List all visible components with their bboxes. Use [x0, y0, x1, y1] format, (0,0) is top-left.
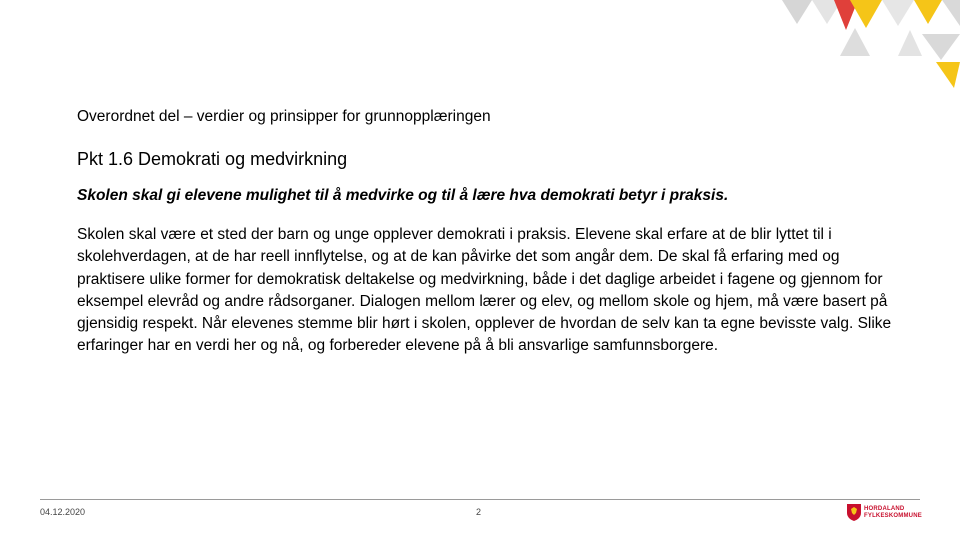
slide-body-text: Skolen skal være et sted der barn og unge opplever demokrati i praksis. Elevene skal erfare at de blir lyttet til i skolehverdagen, at de har reell innflytelse, og at de kan påvirke det som angår dem. De skal få erfaring med og praktisere ulike former for demokratisk deltakelse og medvirkning, både i det daglige arbeidet i fagene og gjennom for eksempel elevråd og andre rådsorganer. Dialogen mellom lærer og elev, og mellom skole og hjem, må være basert på gjensidig respekt. Når elevenes stemme blir hørt i skolen, opplever de hvordan de selv kan ta egne bevisste valg. Slike erfaringer har en verdi her og nå, og forbereder elevene på å bli ansvarlige samfunnsborgere.: [77, 226, 892, 355]
yellow-triangle: [914, 0, 942, 24]
slide-heading: Pkt 1.6 Demokrati og medvirkning: [77, 149, 348, 169]
gray-triangle: [898, 30, 922, 56]
slide-subtitle: Overordnet del – verdier og prinsipper for grunnopplæringen: [77, 108, 491, 125]
footer-divider: [40, 499, 920, 500]
logo-line-1: HORDALAND: [864, 505, 905, 512]
gray-triangle: [840, 28, 870, 56]
hordaland-fylkeskommune-logo: [847, 504, 922, 521]
yellow-triangle: [850, 0, 882, 28]
page-number: 2: [476, 507, 482, 517]
slide-lead-text: Skolen skal gi elevene mulighet til å medvirke og til å lære hva demokrati betyr i praksis.: [77, 187, 729, 204]
logo-line-2: FYLKESKOMMUNE: [864, 512, 922, 519]
gray-triangle: [942, 0, 960, 26]
gray-triangle: [882, 0, 914, 26]
gray-triangle: [782, 0, 812, 24]
coat-of-arms-icon: [847, 504, 861, 521]
gray-triangle: [922, 34, 960, 60]
yellow-triangle: [936, 62, 960, 88]
decorative-triangle-pattern: [782, 0, 960, 88]
slide-content: [77, 107, 897, 358]
footer-date: 04.12.2020: [40, 507, 86, 517]
